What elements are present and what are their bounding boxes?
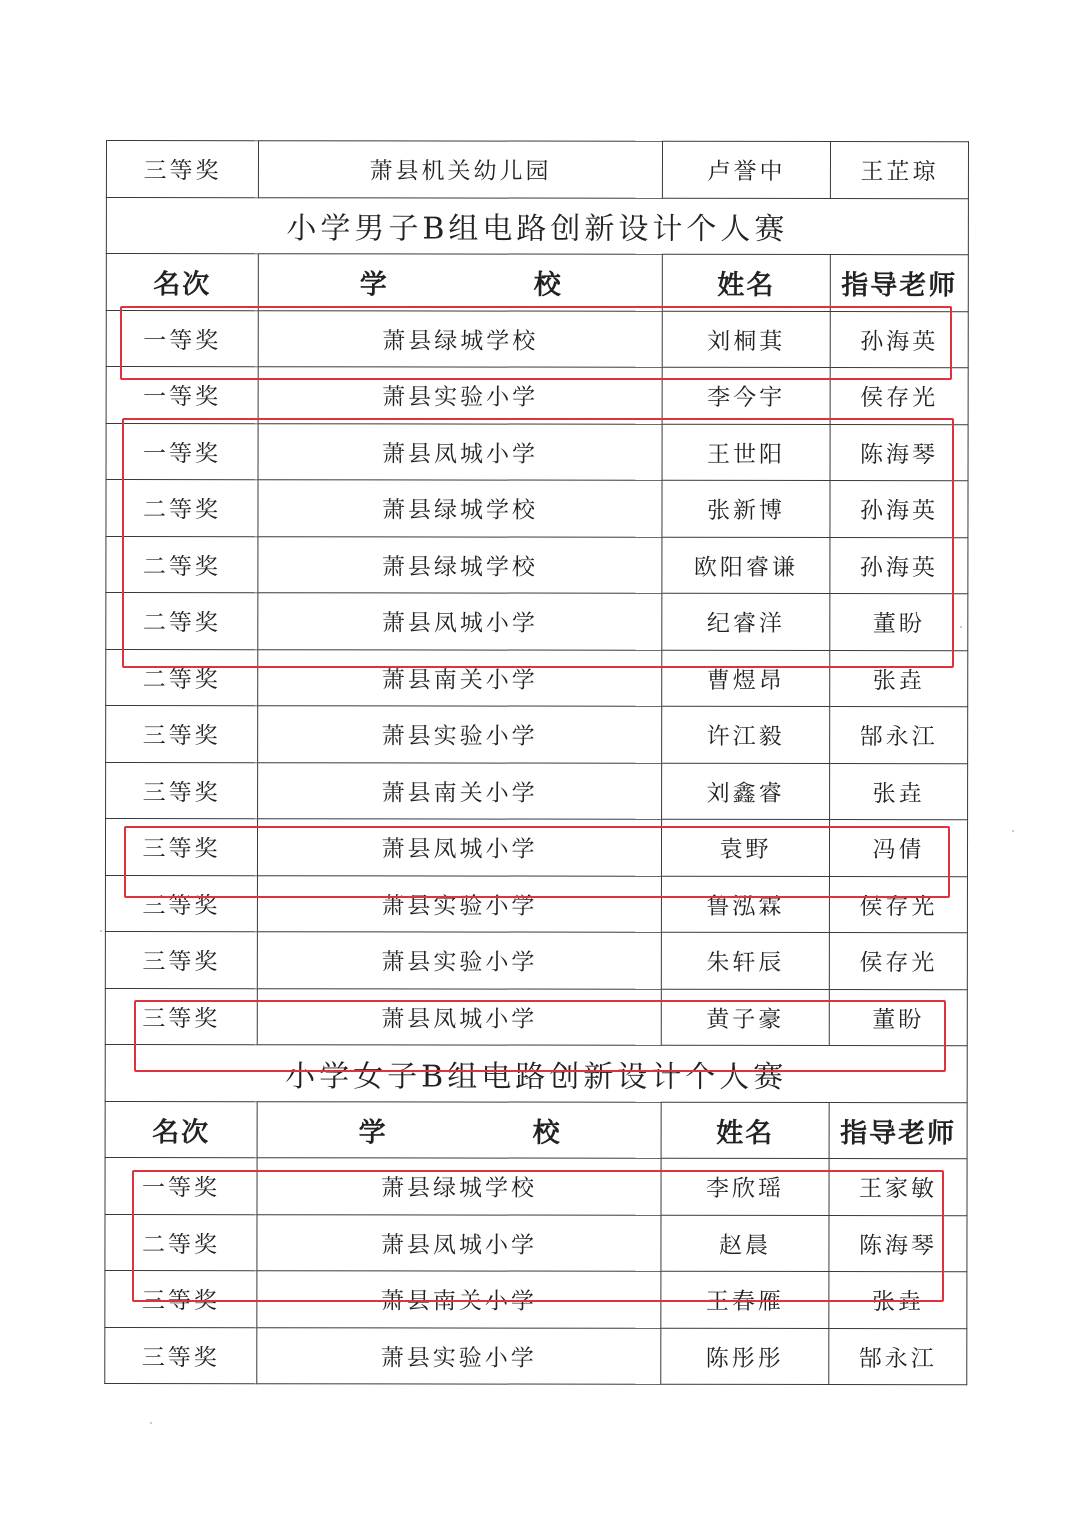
rank-cell: 一等奖	[106, 423, 258, 480]
table-row	[106, 649, 968, 707]
name-cell: 黄子豪	[661, 989, 829, 1046]
school-cell: 萧县凤城小学	[257, 1214, 661, 1271]
school-cell: 萧县实验小学	[257, 875, 661, 932]
name-cell: 袁野	[661, 819, 829, 876]
school-cell: 萧县实验小学	[258, 706, 662, 763]
table-row	[105, 875, 967, 933]
school-cell: 萧县凤城小学	[258, 423, 662, 480]
name-cell: 王世阳	[662, 424, 830, 481]
school-cell: 萧县凤城小学	[258, 593, 662, 650]
header-rank: 名次	[105, 1101, 257, 1158]
table-row	[105, 988, 967, 1046]
school-cell: 萧县绿城学校	[258, 536, 662, 593]
rank-cell: 二等奖	[106, 649, 258, 706]
school-cell: 萧县南关小学	[257, 1271, 661, 1328]
name-cell: 王春雁	[661, 1271, 829, 1328]
rank-cell: 二等奖	[105, 1214, 257, 1271]
teacher-cell: 侯存光	[829, 876, 967, 933]
table-row	[106, 141, 968, 199]
name-cell: 朱轩辰	[661, 932, 829, 989]
header-school: 学 校	[257, 1101, 661, 1158]
section-title-row	[106, 197, 968, 255]
table-row	[106, 423, 968, 481]
teacher-cell: 王家敏	[829, 1159, 967, 1216]
table-row	[105, 1157, 967, 1215]
rank-cell: 一等奖	[106, 367, 258, 424]
name-cell: 刘桐萁	[662, 311, 830, 368]
teacher-cell: 张垚	[830, 650, 968, 707]
table-row	[106, 310, 968, 368]
table-row	[106, 706, 968, 764]
rank-cell: 一等奖	[106, 310, 258, 367]
header-row	[106, 254, 968, 312]
name-cell: 李今宇	[662, 367, 830, 424]
header-rank: 名次	[106, 254, 258, 311]
table-row	[106, 593, 968, 651]
teacher-cell: 王芷琼	[830, 142, 968, 199]
teacher-cell: 冯倩	[829, 820, 967, 877]
school-cell: 萧县南关小学	[258, 649, 662, 706]
rank-cell: 三等奖	[105, 1270, 257, 1327]
teacher-cell: 郜永江	[830, 707, 968, 764]
school-cell: 萧县凤城小学	[257, 819, 661, 876]
table-row	[106, 762, 968, 820]
name-cell: 张新博	[662, 480, 830, 537]
table-row	[105, 931, 967, 989]
rank-cell: 三等奖	[105, 875, 257, 932]
table-row	[106, 480, 968, 538]
school-cell: 萧县凤城小学	[257, 988, 661, 1045]
table-row	[106, 536, 968, 594]
name-cell: 曹煜昂	[662, 650, 830, 707]
teacher-cell: 陈海琴	[830, 424, 968, 481]
header-teacher: 指导老师	[830, 255, 968, 312]
teacher-cell: 张垚	[830, 763, 968, 820]
name-cell: 李欣瑶	[661, 1158, 829, 1215]
school-cell: 萧县绿城学校	[258, 480, 662, 537]
teacher-cell: 孙海英	[830, 311, 968, 368]
teacher-cell: 孙海英	[830, 537, 968, 594]
name-cell: 欧阳睿谦	[662, 537, 830, 594]
table-row	[105, 1327, 967, 1385]
teacher-cell: 侯存光	[829, 933, 967, 990]
rank-cell: 一等奖	[105, 1157, 257, 1214]
school-cell: 萧县绿城学校	[258, 310, 662, 367]
table-row	[105, 819, 967, 877]
school-cell: 萧县南关小学	[258, 762, 662, 819]
table-row	[105, 1270, 967, 1328]
name-cell: 刘鑫睿	[662, 763, 830, 820]
section-title-girls: 小学女子B组电路创新设计个人赛	[105, 1044, 967, 1102]
name-cell: 许江毅	[662, 706, 830, 763]
header-name: 姓名	[661, 1102, 829, 1159]
teacher-cell: 郜永江	[829, 1328, 967, 1385]
header-teacher: 指导老师	[829, 1102, 967, 1159]
rank-cell: 三等奖	[105, 819, 257, 876]
school-cell: 萧县实验小学	[257, 932, 661, 989]
rank-cell: 二等奖	[106, 593, 258, 650]
table-row	[105, 1214, 967, 1272]
name-cell: 赵晨	[661, 1215, 829, 1272]
table-row	[106, 367, 968, 425]
rank-cell: 三等奖	[106, 762, 258, 819]
school-cell: 萧县绿城学校	[257, 1158, 661, 1215]
rank-cell: 三等奖	[105, 931, 257, 988]
name-cell: 纪睿洋	[662, 593, 830, 650]
rank-cell: 三等奖	[106, 141, 258, 198]
rank-cell: 三等奖	[105, 988, 257, 1045]
teacher-cell: 侯存光	[830, 368, 968, 425]
rank-cell: 二等奖	[106, 480, 258, 537]
teacher-cell: 张垚	[829, 1272, 967, 1329]
name-cell: 陈彤彤	[661, 1328, 829, 1385]
school-cell: 萧县实验小学	[257, 1327, 661, 1384]
rank-cell: 三等奖	[105, 1327, 257, 1384]
school-cell: 萧县实验小学	[258, 367, 662, 424]
header-row	[105, 1101, 967, 1159]
scan-speck	[100, 930, 102, 932]
section-title-boys: 小学男子B组电路创新设计个人赛	[106, 197, 968, 255]
scan-speck	[960, 626, 962, 628]
name-cell: 卢誉中	[662, 141, 830, 198]
header-name: 姓名	[662, 254, 830, 311]
rank-cell: 三等奖	[106, 706, 258, 763]
name-cell: 鲁泓霖	[661, 876, 829, 933]
section-title-row	[105, 1044, 967, 1102]
rank-cell: 二等奖	[106, 536, 258, 593]
header-school: 学 校	[258, 254, 662, 311]
teacher-cell: 孙海英	[830, 481, 968, 538]
scan-speck	[1012, 830, 1014, 832]
teacher-cell: 陈海琴	[829, 1215, 967, 1272]
award-table	[104, 140, 969, 1385]
school-cell: 萧县机关幼儿园	[258, 141, 662, 198]
scan-speck	[150, 1422, 152, 1424]
teacher-cell: 董盼	[830, 594, 968, 651]
teacher-cell: 董盼	[829, 989, 967, 1046]
